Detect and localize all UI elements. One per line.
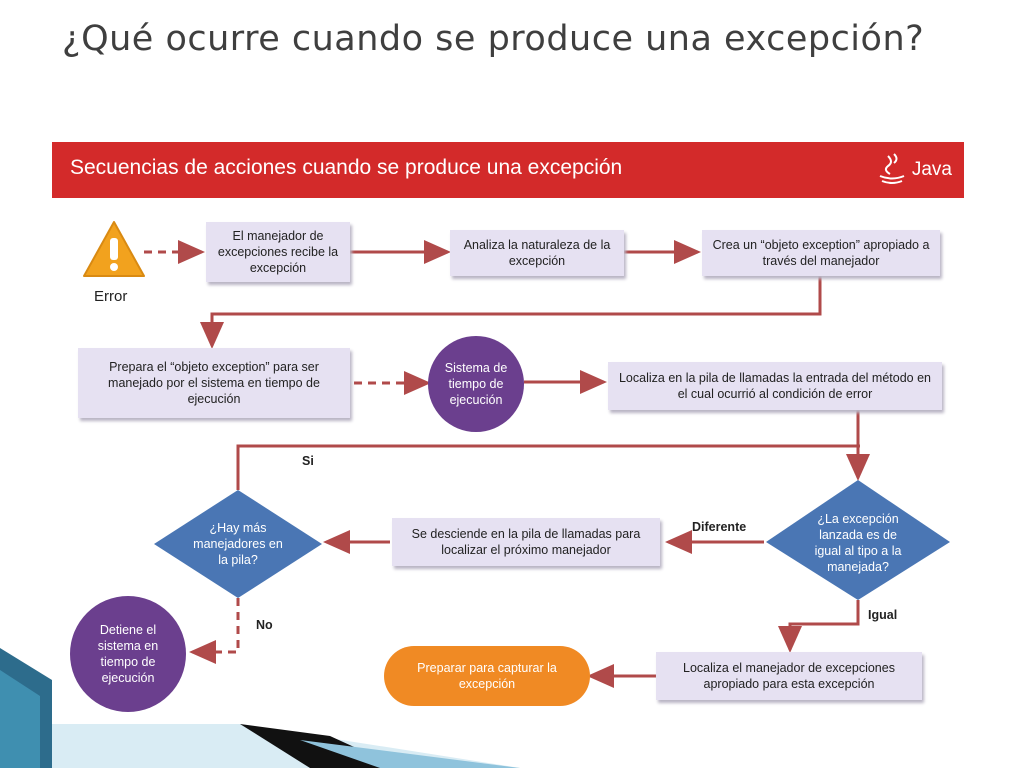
box-receive: El manejador de excepciones recibe la excepción xyxy=(206,222,350,282)
arrow-create-to-prepare xyxy=(212,276,820,346)
stop-label: Detiene el sistema en tiempo de ejecución xyxy=(97,623,159,685)
box-prepare: Prepara el “objeto exception” para ser manejado por el sistema en tiempo de ejecución xyxy=(78,348,350,418)
error-label: Error xyxy=(94,288,128,305)
flowchart-figure xyxy=(52,142,964,722)
box-descend: Se desciende en la pila de llamadas para localizar el próximo manejador xyxy=(392,518,660,566)
box-analyze: Analiza la naturaleza de la excepción xyxy=(450,230,624,276)
box-create: Crea un “objeto exception” apropiado a través del manejador xyxy=(702,230,940,276)
java-logo-text: Java xyxy=(911,159,952,180)
edge-label-diferente: Diferente xyxy=(692,520,747,534)
more-handlers-label: ¿Hay más manejadores en la pila? xyxy=(193,521,283,567)
flow-arrows xyxy=(52,142,964,722)
edge-label-si: Si xyxy=(302,454,314,468)
same-type-label: ¿La excepción lanzada es de igual al tipo a la manejada? xyxy=(814,512,902,574)
box-locate-stack: Localiza en la pila de llamadas la entrada del método en el cual ocurrió al condición de error xyxy=(608,362,942,410)
arrow-morehandlers-si xyxy=(238,446,860,490)
capture-label: Preparar para capturar la excepción xyxy=(417,661,557,691)
box-locate-handler: Localiza el manejador de excepciones apropiado para esta excepción xyxy=(656,652,922,700)
edge-label-igual: Igual xyxy=(868,608,898,622)
edge-label-no: No xyxy=(256,618,273,632)
slide-decoration xyxy=(0,640,1024,768)
warning-icon xyxy=(84,222,144,276)
slide-title: ¿Qué ocurre cuando se produce una excepción? xyxy=(62,19,925,59)
runtime-label: Sistema de tiempo de ejecución xyxy=(444,361,508,407)
banner-title: Secuencias de acciones cuando se produce una excepción xyxy=(70,156,623,179)
